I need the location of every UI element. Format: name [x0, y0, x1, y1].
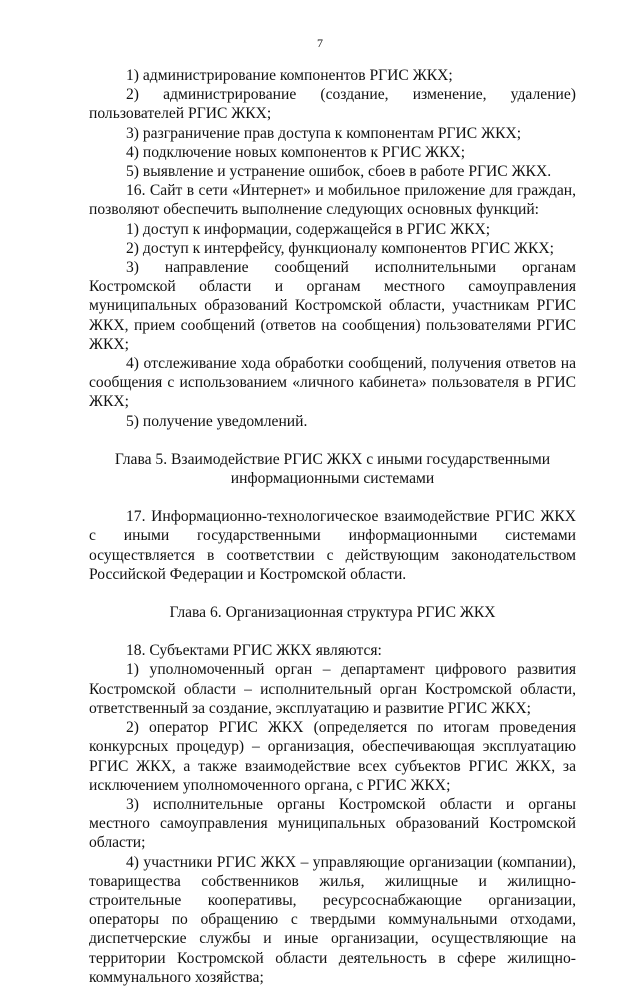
chapter-6-title: Глава 6. Организационная структура РГИС ЖКХ [169, 604, 496, 622]
list-item: 1) доступ к информации, содержащейся в РГИС ЖКХ; [126, 220, 491, 238]
list-item: 4) отслеживание хода обработки сообщений, получения ответов на сообщения с использованием «личного кабинета» пользователя в РГИС ЖКХ; [89, 355, 576, 411]
document-body [89, 66, 576, 987]
list-item: 1) администрирование компонентов РГИС ЖКХ; [126, 67, 453, 84]
chapter-5-title-line-2: информационными системами [230, 470, 435, 488]
list-item: 3) направление сообщений исполнительными органам Костромской области и органам местного самоуправления муниципальных образований Костромской области, участникам РГИС ЖКХ, прием сообщений (ответов на сообщения) пользователями РГИС ЖКХ; [89, 259, 576, 353]
section-16: 16. Сайт в сети «Интернет» и мобильное приложение для граждан, позволяют обеспечить выполнение следующих основных функций: [89, 182, 576, 219]
list-item: 2) администрирование (создание, изменение, удаление) пользователей РГИС ЖКХ; [89, 86, 576, 123]
list-item: 4) участники РГИС ЖКХ – управляющие организации (компании), товарищества собственников жилья, жилищные и жилищно-строительные кооперативы, ресурсоснабжающие организации, операторы по обращению с твердыми коммунальными отходами, диспетчерские службы и иные организации, осуществляющие на территории Костромской области деятельность в сфере жилищно-коммунального хозяйства; [89, 853, 576, 986]
list-item: 3) разграничение прав доступа к компонентам РГИС ЖКХ; [126, 124, 522, 142]
section-18: 18. Субъектами РГИС ЖКХ являются: [126, 642, 382, 660]
list-item: 2) доступ к интерфейсу, функционалу компонентов РГИС ЖКХ; [126, 239, 554, 257]
list-item: 3) исполнительные органы Костромской области и органы местного самоуправления муниципальных образований Костромской области; [89, 795, 576, 852]
list-item: 4) подключение новых компонентов к РГИС ЖКХ; [126, 143, 466, 161]
page-number: 7 [317, 36, 323, 50]
list-item: 5) получение уведомлений. [126, 412, 308, 430]
section-17: 17. Информационно-технологическое взаимодействие РГИС ЖКХ с иными государственными информационными системами осуществляется в соответствии с действующим законодательством Российской Федерации и Костромской области. [89, 508, 576, 583]
list-item: 1) уполномоченный орган – департамент цифрового развития Костромской области – исполнительный орган Костромской области, ответственный за создание, эксплуатацию и развитие РГИС ЖКХ; [89, 661, 576, 717]
chapter-5-title-line-1: Глава 5. Взаимодействие РГИС ЖКХ с иными государственными [114, 450, 551, 468]
list-item: 5) выявление и устранение ошибок, сбоев в работе РГИС ЖКХ. [126, 163, 552, 181]
list-item: 2) оператор РГИС ЖКХ (определяется по итогам проведения конкурсных процедур) – организация, обеспечивающая эксплуатацию РГИС ЖКХ, а также взаимодействие всех субъектов РГИС ЖКХ, за исключением уполномоченного органа, с РГИС ЖКХ; [89, 719, 576, 794]
